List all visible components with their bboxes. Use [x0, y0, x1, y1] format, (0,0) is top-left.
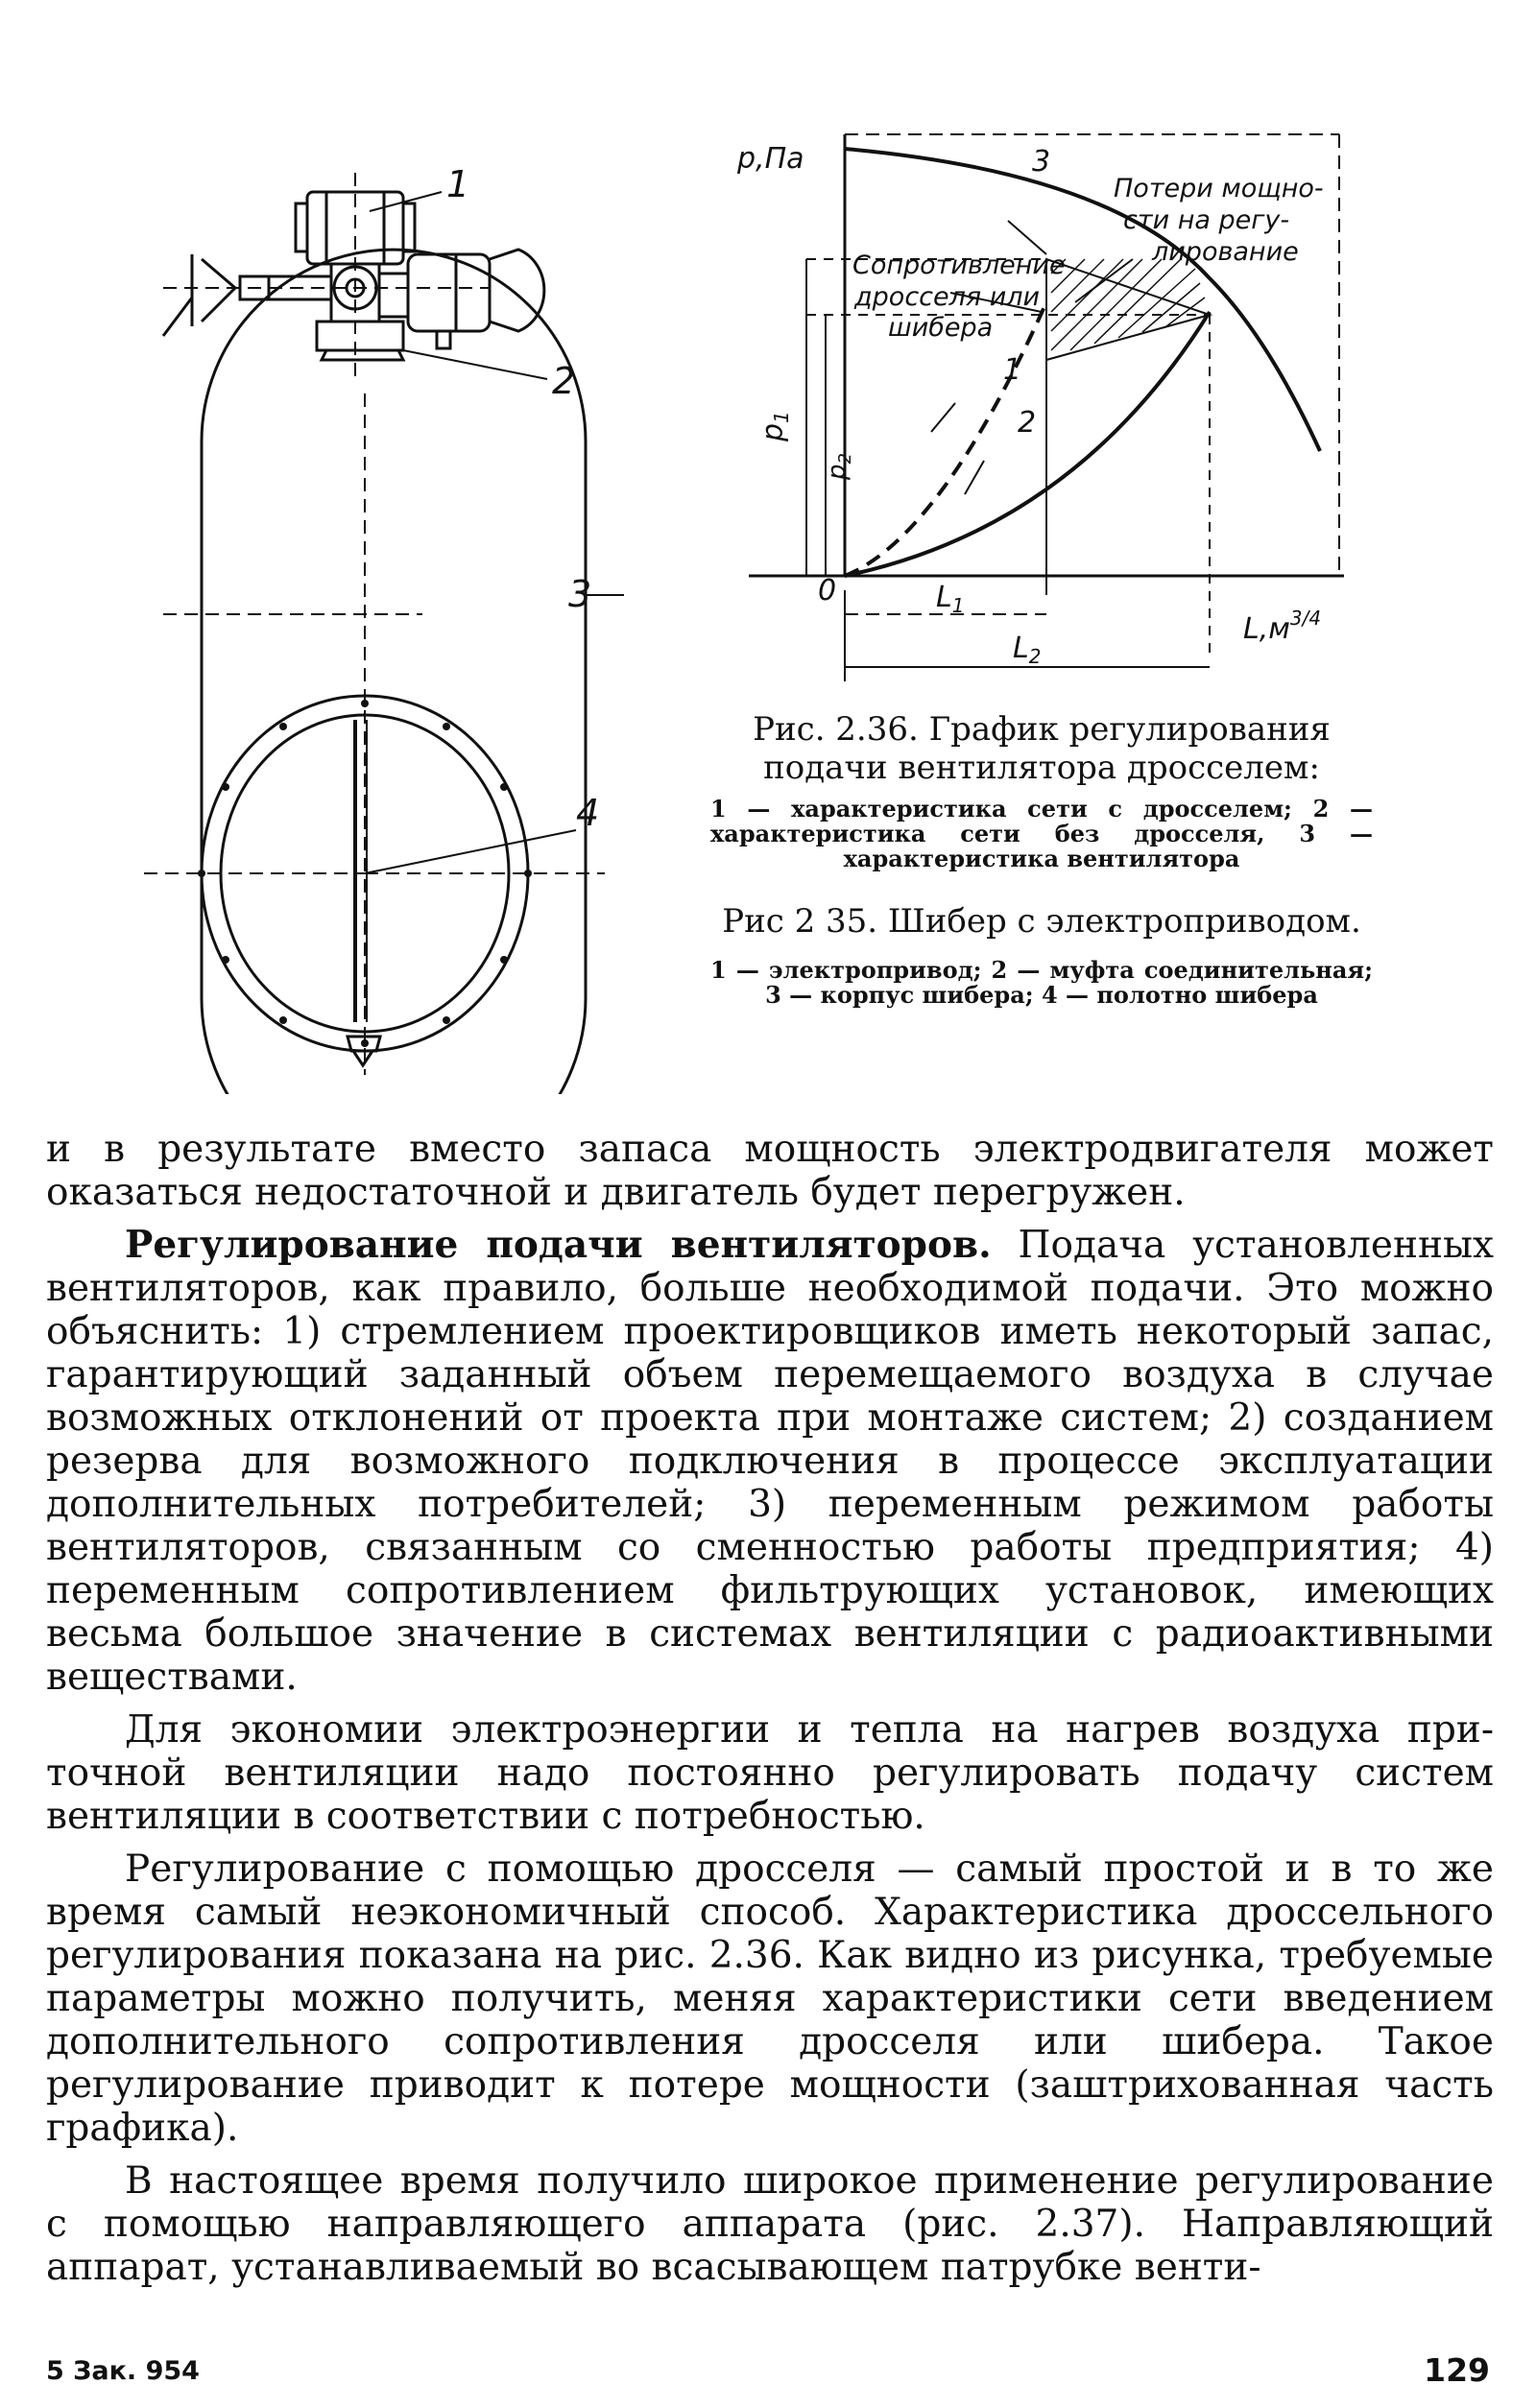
curve-network-1 — [845, 302, 1046, 576]
paragraph-3: Для экономии электроэнергии и тепла на нагрев воздуха приточной вентиляции надо постоянно регулировать подачу систем вентиляции в соответствии с потребностью. — [46, 1708, 1494, 1838]
callout-1: 1 — [446, 163, 470, 205]
curve-network-2 — [845, 312, 1210, 576]
caption-fig-236-legend: 1 — характеристика сети с дросселем; 2 — характеристика сети без дросселя, 3 — характеристика вентилятора — [710, 795, 1373, 872]
callout-3: 3 — [568, 573, 592, 615]
damper-drawing — [125, 154, 624, 1094]
footer-signature: 5 Зак. 954 — [46, 2356, 200, 2386]
resistance-annotation-line-2: дросселя или — [854, 282, 1041, 312]
section-heading: Регулирование подачи вентиляторов. — [125, 1223, 992, 1267]
caption-fig-236 — [710, 710, 1373, 871]
p1-label: $p_1$ — [756, 411, 793, 441]
L1-label: $L_1$ — [936, 581, 965, 617]
curve-3-label: 3 — [1032, 145, 1051, 179]
resistance-annotation-line-1: Сопротивление — [852, 250, 1066, 280]
caption-fig-235-title: Рис 2 35. Шибер с электроприводом. — [722, 902, 1361, 941]
loss-annotation-line-1: Потери мощно- — [1114, 174, 1324, 203]
x-axis-label: $L,м^{3/4}$ — [1243, 607, 1322, 646]
callout-4: 4 — [576, 792, 600, 834]
caption-fig-235 — [710, 902, 1373, 1008]
paragraph-2: Регулирование подачи вентиляторов. Подача установленных вентиляторов, как правило, больше необходимой подачи. Это можно объяснить: 1) стремлением проектировщиков иметь некоторый запас, гарантирующий заданный объем перемещаемого воздуха в случае возможных отклонений от проекта при монтаже систем; 2) созданием резерва для возможного подключения в процессе эксплуатации дополнительных потребителей; 3) переменным режимом работы вентиляторов, связанным со сменностью работы предприятия; 4) переменным сопротивлением фильтрующих установок, имеющих весьма большое значение в системах вентиляции с радиоактивными веществами. — [46, 1223, 1495, 1699]
caption-fig-235-legend: 1 — электропривод; 2 — муфта соединительная; 3 — корпус шибера; 4 — полотно шибера — [710, 956, 1373, 1009]
L2-label: $L_2$ — [1013, 632, 1042, 668]
resistance-annotation-line-3: шибера — [888, 313, 994, 343]
origin-label: 0 — [818, 574, 837, 608]
callout-2: 2 — [552, 360, 576, 402]
body-text — [46, 1128, 1494, 2299]
loss-annotation-line-2: сти на регу- — [1123, 205, 1290, 235]
throttle-regulation-graph — [710, 115, 1363, 691]
curve-1-label: 1 — [1003, 353, 1022, 387]
paragraph-1: и в результате вместо запаса мощность электродвигателя может оказаться недостаточной и двигатель будет перегружен. — [46, 1128, 1494, 1214]
caption-fig-236-title: Рис. 2.36. График регулирования подачи вентилятора дросселем: — [753, 710, 1331, 787]
paragraph-4: Регулирование с помощью дросселя — самый простой и в то же время самый неэкономичный способ. Характеристика дроссельного регулирования показана на рис. 2.36. Как видно из рисунка, требуемые параметры можно получить, меняя характеристики сети введением дополнительного сопротивления дросселя или шибера. Такое регулирование приводит к потере мощности (заштрихованная часть графика). — [46, 1848, 1494, 2150]
p2-label: $p_2$ — [823, 453, 855, 480]
y-axis-label: p,Па — [737, 142, 804, 176]
paragraph-5: В настоящее время получило широкое применение регулирование с помощью направляющего аппарата (рис. 2.37). Направляющий аппарат, устанавливаемый во всасывающем патрубке венти- — [46, 2159, 1494, 2289]
curve-2-label: 2 — [1018, 406, 1037, 440]
page-number: 129 — [1424, 2351, 1490, 2389]
loss-annotation-line-3: лирование — [1152, 237, 1299, 267]
